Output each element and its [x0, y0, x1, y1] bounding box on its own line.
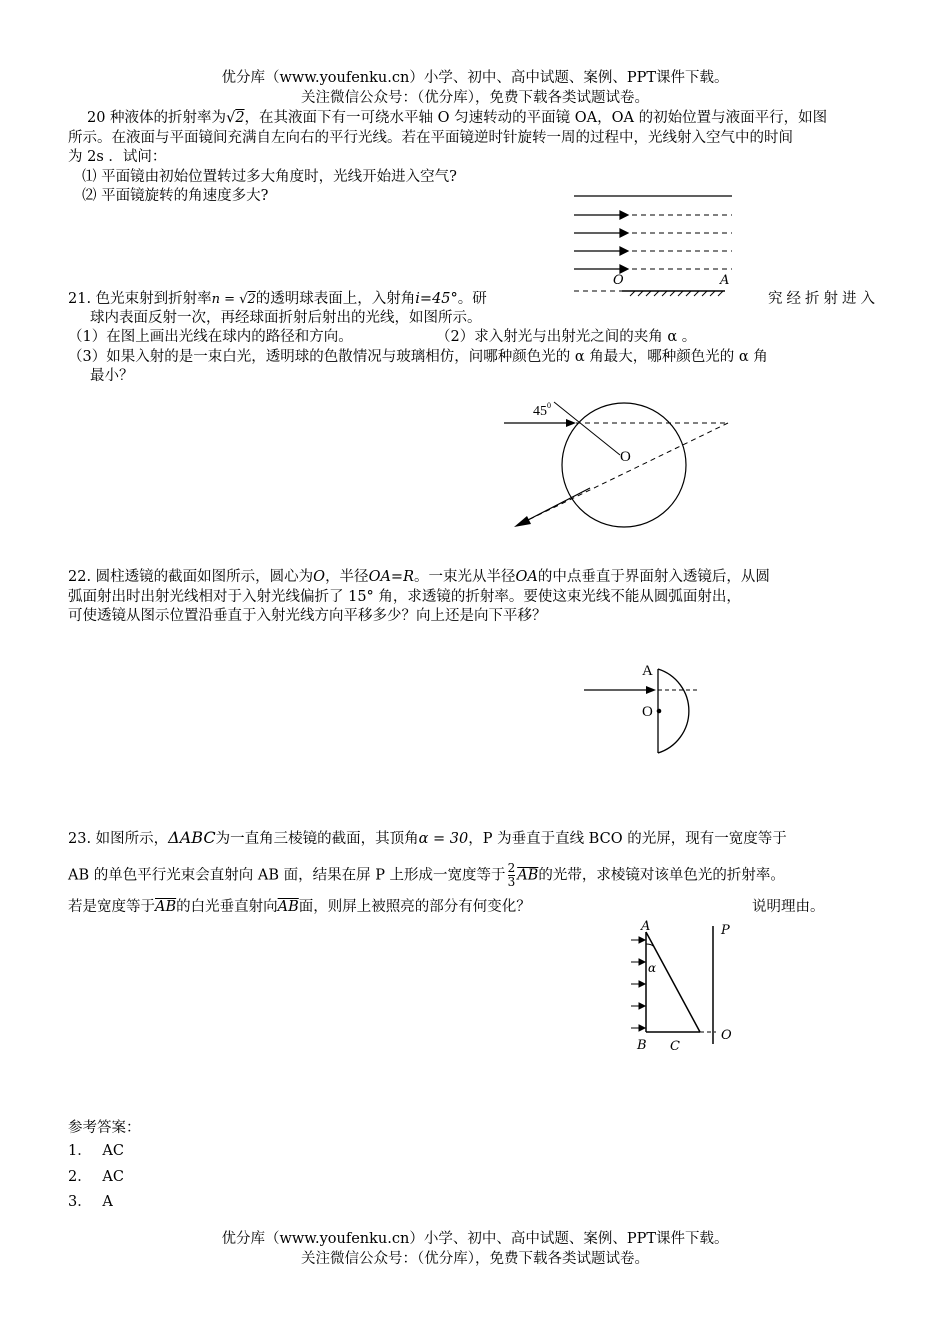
answer-item-1: 1． AC	[68, 1143, 124, 1159]
q22-line-3: 可使透镜从图示位置沿垂直于入射光线方向平移多少？向上还是向下平移？	[68, 608, 547, 624]
q21-line-1: 21. 色光束射到折射率n = √2的透明球表面上，入射角i=45°。研	[68, 291, 487, 307]
fraction-two-thirds: $\frac{2}{3}$	[507, 861, 516, 889]
answer-item-3: 3． A	[68, 1194, 113, 1210]
q21-label-o: O	[620, 449, 631, 465]
answers-title: 参考答案：	[68, 1120, 141, 1136]
header-line-2: 关注微信公众号：（优分库），免费下载各类试题试卷。	[301, 90, 649, 106]
q23-line-1: 23. 如图所示，ΔABC为一直角三棱镜的截面，其顶角α = 30，P 为垂直于直线 BCO 的光屏，现有一宽度等于	[68, 828, 787, 847]
sqrt2: √2	[226, 110, 245, 126]
q22-figure	[580, 658, 710, 758]
q23-label-c: C	[670, 1039, 680, 1054]
q23-label-a: A	[641, 919, 651, 934]
q22-label-o: O	[642, 704, 653, 720]
q21-line-2: 球内表面反射一次，再经球面折射后射出的光线，如图所示。	[90, 310, 482, 326]
q22-label-a: A	[642, 663, 653, 679]
footer-line-2: 关注微信公众号：（优分库），免费下载各类试题试卷。	[301, 1251, 649, 1267]
q23-label-o: O	[721, 1028, 732, 1043]
q23-label-alpha: α	[648, 961, 657, 975]
q23-line-3: 若是宽度等于$\overline{AB}$的白光垂直射向$\overline{AB}$面，则屏上被照亮的部分有何变化？	[68, 899, 531, 915]
q23-line-2: AB 的单色平行光束会直射向 AB 面，结果在屏 P 上形成一宽度等于 $\frac{2}{3}$ $\overline{AB}$的光带，求棱镜对该单色光的折射率。	[68, 861, 785, 889]
q21-line-1-right: 究经折射进入	[768, 291, 879, 307]
q21-sub-2: （2）求入射光与出射光之间的夹角 α 。	[436, 329, 697, 345]
q21-sub-1: （1）在图上画出光线在球内的路径和方向。	[68, 329, 353, 345]
q23-line-3-right: 说明理由。	[752, 899, 825, 915]
q21-sub-3b: 最小？	[90, 368, 134, 384]
q21-figure	[500, 395, 740, 535]
q23-label-b: B	[637, 1038, 647, 1053]
footer-line-1: 优分库（www.youfenku.cn）小学、初中、高中试题、案例、PPT课件下载。	[221, 1231, 729, 1247]
q21-label-angle: $45^0$	[533, 401, 551, 419]
q22-line-2: 弧面射出时出射光线相对于入射光线偏折了 15° 角，求透镜的折射率。要使这束光线不能从圆弧面射出，	[68, 589, 741, 605]
header-line-1: 优分库（www.youfenku.cn）小学、初中、高中试题、案例、PPT课件下载。	[221, 70, 729, 86]
q20-line-2: 所示。在液面与平面镜间充满自左向右的平行光线。若在平面镜逆时针旋转一周的过程中，光线射入空气中的时间	[68, 130, 793, 146]
q20-label-o: O	[613, 273, 624, 288]
q20-line-1: 20 种液体的折射率为√2，在其液面下有一可绕水平轴 O 匀速转动的平面镜 OA，OA 的初始位置与液面平行，如图	[87, 110, 828, 126]
q20-sub-1: ⑴ 平面镜由初始位置转过多大角度时，光线开始进入空气?	[82, 169, 457, 185]
q20-label-a: A	[720, 273, 730, 288]
q23-figure	[626, 916, 746, 1056]
q20-line-3: 为 2s ．试问：	[68, 149, 167, 165]
q20-figure	[570, 190, 740, 290]
q20-sub-2: ⑵ 平面镜旋转的角速度多大?	[82, 188, 269, 204]
q22-line-1: 22. 圆柱透镜的截面如图所示，圆心为O，半径OA=R。一束光从半径OA的中点垂直于界面射入透镜后，从圆	[68, 569, 770, 585]
q21-sub-3: （3）如果入射的是一束白光，透明球的色散情况与玻璃相仿，问哪种颜色光的 α 角最大，哪种颜色光的 α 角	[68, 349, 768, 365]
q23-label-p: P	[721, 923, 730, 938]
answer-item-2: 2． AC	[68, 1169, 124, 1185]
